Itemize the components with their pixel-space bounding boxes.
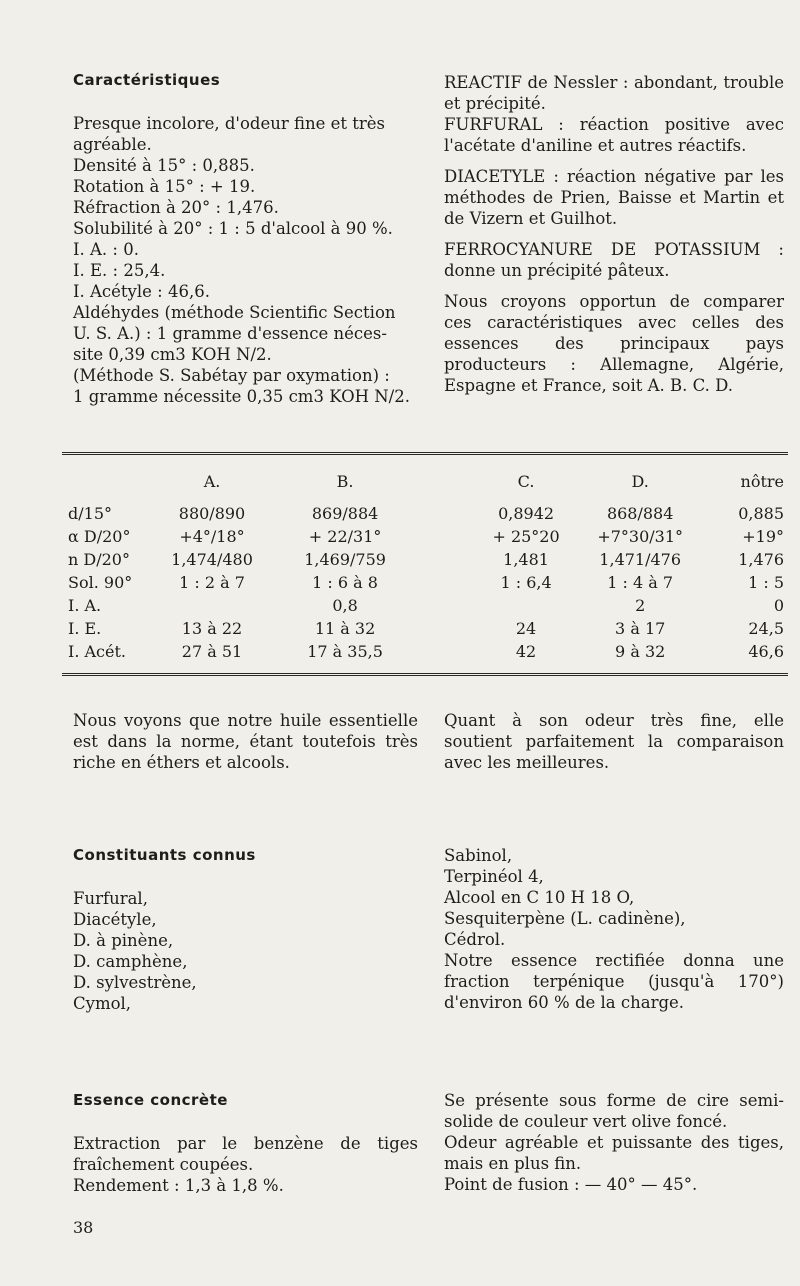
table-cell: 1 : 6 à 8 — [312, 573, 378, 592]
table-row — [62, 594, 788, 617]
table-row — [62, 502, 788, 525]
table-cell: +7°30/31° — [597, 527, 684, 546]
odor-text: Odeur agréable et puissante des tiges, mais en plus fin. — [444, 1133, 784, 1173]
char-line: I. A. : 0. — [73, 240, 139, 259]
header-cell: B. — [336, 471, 354, 491]
char-line: Aldéhydes (méthode Scientific Section — [73, 303, 396, 322]
char-line: (Méthode S. Sabétay par oxymation) : — [73, 366, 390, 385]
char-line: I. Acétyle : 46,6. — [73, 282, 210, 301]
table-cell: Sol. 90° — [68, 573, 133, 592]
constituent-item: Diacétyle, — [73, 910, 157, 929]
conclusion-right — [444, 710, 784, 773]
table-cell: I. Acét. — [68, 642, 126, 661]
table-cell: 0,8942 — [498, 504, 555, 523]
table-row — [62, 617, 788, 640]
table-cell — [148, 594, 276, 617]
comparison-table — [62, 452, 788, 676]
constituent-item: Sabinol, — [444, 846, 513, 865]
header-cell — [62, 455, 148, 502]
char-line: Solubilité à 20° : 1 : 5 d'alcool à 90 %. — [73, 219, 393, 238]
table-cell: 880/890 — [178, 504, 246, 523]
table-cell: 2 — [635, 596, 646, 615]
table-cell: 1,469/759 — [304, 550, 386, 569]
char-line: site 0,39 cm3 KOH N/2. — [73, 345, 272, 364]
page-number: 38 — [73, 1218, 94, 1237]
header-cell: nôtre — [740, 471, 784, 491]
char-line: U. S. A.) : 1 gramme d'essence néces- — [73, 324, 387, 343]
table-cell: 0 — [773, 596, 784, 615]
comparison-paragraph: Nous croyons opportun de comparer ces caractéristiques avec celles des essences des principaux pays producteurs : Allemagne, Algérie, Espagne et France, soit A. B. C. D. — [444, 292, 784, 395]
table-row — [62, 571, 788, 594]
constituent-item: Alcool en C 10 H 18 O, — [444, 888, 635, 907]
char-line: Presque incolore, d'odeur fine et très — [73, 114, 386, 133]
description-text: Se présente sous forme de cire semi-solide de couleur vert olive foncé. — [444, 1091, 784, 1131]
table-cell — [472, 594, 581, 617]
table-row — [62, 525, 788, 548]
reactions-section — [444, 72, 784, 396]
table-cell: 1,476 — [738, 550, 784, 569]
concrete-section — [73, 1090, 418, 1196]
constituents-section — [73, 845, 418, 1014]
nessler-reaction: REACTIF de Nessler : abondant, trouble et précipité. — [444, 73, 784, 113]
char-line: Densité à 15° : 0,885. — [73, 156, 255, 175]
table-cell: 868/884 — [606, 504, 674, 523]
spacer — [414, 640, 472, 663]
conclusion-left-text: Nous voyons que notre huile essentielle est dans la norme, étant toutefois très riche en éthers et alcools. — [73, 711, 418, 772]
constituent-item: Terpinéol 4, — [444, 867, 544, 886]
table-cell: I. E. — [68, 619, 102, 638]
table-cell: d/15° — [68, 504, 112, 523]
table-cell: 1 : 4 à 7 — [607, 573, 674, 592]
char-line: 1 gramme nécessite 0,35 cm3 KOH N/2. — [73, 387, 410, 406]
constituent-item: Sesquiterpène (L. cadinène), — [444, 909, 686, 928]
constituent-item: Furfural, — [73, 889, 148, 908]
table-cell: + 25°20 — [492, 527, 560, 546]
table-cell: 17 à 35,5 — [307, 642, 383, 661]
concrete-heading: Essence concrète — [73, 1091, 228, 1109]
table-cell: 42 — [515, 642, 537, 661]
ferrocyanure-reaction: FERROCYANURE DE POTASSIUM : donne un précipité pâteux. — [444, 240, 784, 280]
table-cell: 0,885 — [738, 504, 784, 523]
table-cell: 3 à 17 — [615, 619, 666, 638]
table-cell: 1,481 — [503, 550, 549, 569]
table-cell: 13 à 22 — [181, 619, 243, 638]
melting-point-text: Point de fusion : — 40° — 45°. — [444, 1175, 698, 1194]
characteristics-heading: Caractéristiques — [73, 71, 221, 89]
constituents-heading: Constituants connus — [73, 846, 256, 864]
spacer — [414, 502, 472, 525]
table-cell: 869/884 — [311, 504, 379, 523]
characteristics-section — [73, 70, 418, 407]
table-cell: I. A. — [68, 596, 102, 615]
constituents-right — [444, 845, 784, 1013]
header-cell: D. — [631, 471, 649, 491]
table-cell: 1,474/480 — [171, 550, 253, 569]
concrete-right — [444, 1090, 784, 1195]
table-cell: 24,5 — [748, 619, 784, 638]
table-cell: 11 à 32 — [314, 619, 376, 638]
table-row — [62, 640, 788, 663]
constituent-item: D. sylvestrène, — [73, 973, 197, 992]
constituent-item: D. à pinène, — [73, 931, 174, 950]
char-line: agréable. — [73, 135, 152, 154]
diacetyle-reaction: DIACETYLE : réaction négative par les méthodes de Prien, Baisse et Martin et de Vizern et Guilhot. — [444, 167, 784, 228]
table-cell: 1 : 5 — [748, 573, 784, 592]
char-line: Rotation à 15° : + 19. — [73, 177, 256, 196]
spacer — [414, 525, 472, 548]
table-cell: 1,471/476 — [599, 550, 682, 569]
constituent-item: Cymol, — [73, 994, 132, 1013]
spacer — [414, 455, 472, 502]
spacer — [414, 617, 472, 640]
table-cell: 0,8 — [332, 596, 358, 615]
table-bottom-rule — [62, 673, 788, 676]
header-cell: A. — [203, 471, 221, 491]
table-cell: +19° — [742, 527, 784, 546]
table-cell: +4°/18° — [179, 527, 245, 546]
char-line: Réfraction à 20° : 1,476. — [73, 198, 279, 217]
constituent-item: D. camphène, — [73, 952, 188, 971]
furfural-reaction: FURFURAL : réaction positive avec l'acétate d'aniline et autres réactifs. — [444, 115, 784, 155]
table-row — [62, 548, 788, 571]
table-cell: 46,6 — [748, 642, 784, 661]
table-cell: 1 : 2 à 7 — [179, 573, 245, 592]
conclusion-right-text: Quant à son odeur très fine, elle soutient parfaitement la comparaison avec les meilleures. — [444, 711, 784, 772]
table-cell: 9 à 32 — [615, 642, 666, 661]
table-cell: 1 : 6,4 — [500, 573, 552, 592]
table-cell: α D/20° — [68, 527, 131, 546]
table-cell: 24 — [515, 619, 537, 638]
table-cell: + 22/31° — [308, 527, 382, 546]
yield-text: Rendement : 1,3 à 1,8 %. — [73, 1176, 284, 1195]
spacer — [414, 548, 472, 571]
conclusion-left — [73, 710, 418, 773]
char-line: I. E. : 25,4. — [73, 261, 166, 280]
constituent-item: Cédrol. — [444, 930, 506, 949]
header-cell: C. — [517, 471, 535, 491]
table-header-row — [62, 455, 788, 502]
spacer — [414, 594, 472, 617]
extraction-text: Extraction par le benzène de tiges fraîchement coupées. — [73, 1134, 418, 1174]
table-cell: 27 à 51 — [181, 642, 243, 661]
table-cell: n D/20° — [68, 550, 130, 569]
spacer — [414, 571, 472, 594]
rectification-note: Notre essence rectifiée donna une fraction terpénique (jusqu'à 170°) d'environ 60 % de la charge. — [444, 951, 784, 1012]
